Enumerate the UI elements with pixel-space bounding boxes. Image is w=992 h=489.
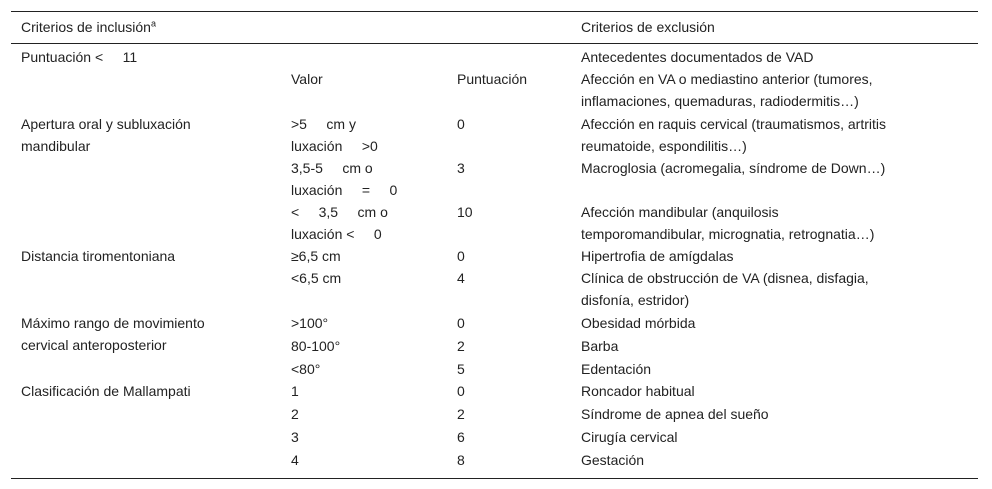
criterion-value: <6,5 cm — [291, 270, 342, 286]
criterion-value: 80-100° — [291, 338, 341, 354]
criterion-value: 2 — [291, 406, 299, 422]
criterion-points: 4 — [457, 270, 465, 286]
criterion-value: 4 — [291, 452, 299, 468]
exclusion-item: Clínica de obstrucción de VA (disnea, disfagia, — [581, 270, 869, 286]
criterion-points: 2 — [457, 406, 465, 422]
table-bottom-rule — [11, 478, 978, 479]
criterion-value: >100° — [291, 315, 329, 331]
table-top-rule — [11, 11, 978, 12]
criterion-points: 0 — [457, 383, 465, 399]
criterion-name: Distancia tiromentoniana — [21, 248, 176, 264]
exclusion-item: Macroglosia (acromegalia, síndrome de Down…) — [581, 160, 886, 176]
header-exclusion: Criterios de exclusión — [581, 19, 715, 35]
criterion-name: mandibular — [21, 138, 91, 154]
header-rule — [11, 43, 978, 44]
criterion-value: < 3,5 cm o — [291, 204, 388, 220]
criterion-points: 2 — [457, 338, 465, 354]
criterion-name: Máximo rango de movimiento — [21, 315, 205, 331]
criterion-value: >5 cm y — [291, 116, 356, 132]
score-threshold: Puntuación < 11 — [21, 49, 138, 65]
exclusion-item: temporomandibular, micrognatia, retrognatia…) — [581, 226, 875, 242]
criterion-value: luxación < 0 — [291, 226, 382, 242]
criterion-value: <80° — [291, 361, 321, 377]
exclusion-item: disfonía, estridor) — [581, 292, 690, 308]
criterion-value: ≥6,5 cm — [291, 248, 341, 264]
exclusion-item: Hipertrofia de amígdalas — [581, 248, 734, 264]
criterion-points: 8 — [457, 452, 465, 468]
criterion-value: luxación >0 — [291, 138, 378, 154]
exclusion-item: Gestación — [581, 452, 645, 468]
criterion-points: 5 — [457, 361, 465, 377]
col-value-header: Valor — [291, 71, 323, 87]
criterion-points: 6 — [457, 429, 465, 445]
criterion-value: luxación = 0 — [291, 182, 398, 198]
exclusion-item: Barba — [581, 338, 619, 354]
exclusion-item: Edentación — [581, 361, 652, 377]
criterion-points: 0 — [457, 248, 465, 264]
exclusion-item: Antecedentes documentados de VAD — [581, 49, 814, 65]
exclusion-item: Afección mandibular (anquilosis — [581, 204, 779, 220]
exclusion-item: Cirugía cervical — [581, 429, 678, 445]
criterion-value: 3 — [291, 429, 299, 445]
criterion-name: cervical anteroposterior — [21, 337, 167, 353]
criterion-name: Clasificación de Mallampati — [21, 383, 191, 399]
header-inclusion-sup: a — [150, 18, 156, 29]
criterion-points: 0 — [457, 116, 465, 132]
exclusion-item: Síndrome de apnea del sueño — [581, 406, 769, 422]
col-points-header: Puntuación — [457, 71, 528, 87]
exclusion-item: Obesidad mórbida — [581, 315, 696, 331]
exclusion-item: Roncador habitual — [581, 383, 695, 399]
criterion-points: 3 — [457, 160, 465, 176]
exclusion-item: reumatoide, espondilitis…) — [581, 138, 747, 154]
criterion-points: 0 — [457, 315, 465, 331]
header-inclusion: Criterios de inclusión$^a$ — [21, 18, 156, 35]
exclusion-item: Afección en VA o mediastino anterior (tumores, — [581, 71, 873, 87]
criterion-points: 10 — [457, 204, 473, 220]
criterion-value: 1 — [291, 383, 299, 399]
criterion-value: 3,5-5 cm o — [291, 160, 373, 176]
exclusion-item: Afección en raquis cervical (traumatismos, artritis — [581, 116, 886, 132]
criterion-name: Apertura oral y subluxación — [21, 116, 191, 132]
exclusion-item: inflamaciones, quemaduras, radiodermitis…) — [581, 93, 859, 109]
